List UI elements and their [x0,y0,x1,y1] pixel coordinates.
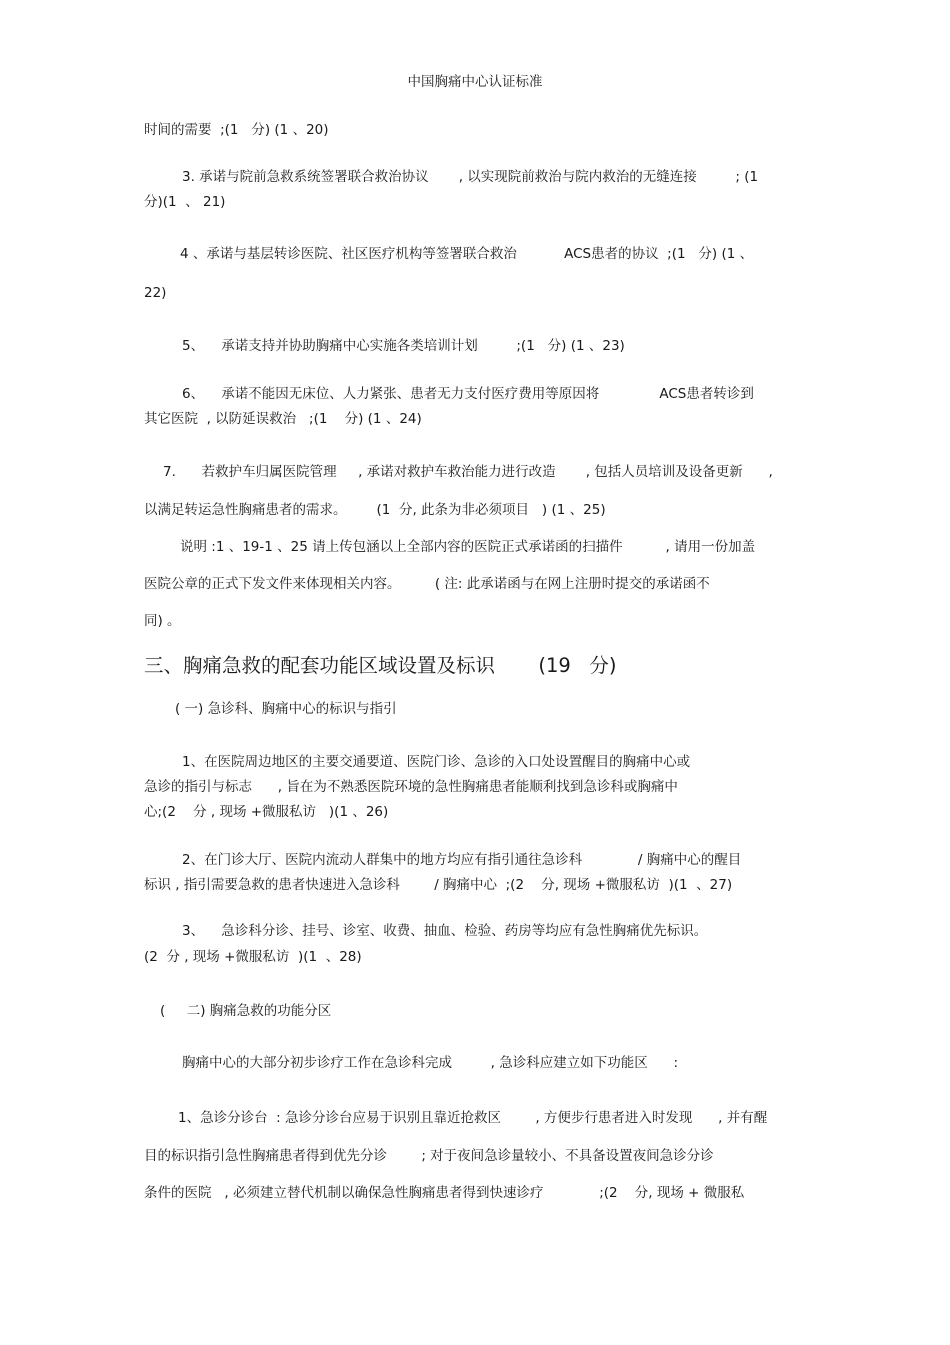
note-line: 说明 :1 、19-1 、25 请上传包涵以上全部内容的医院正式承诺函的扫描件 , 请用一份加盖 [180,539,756,555]
paragraph-line: 其它医院 , 以防延误救治 ;(1 分) (1 、24) [144,411,422,427]
paragraph-line: 目的标识指引急性胸痛患者得到优先分诊 ; 对于夜间急诊量较小、不具备设置夜间急诊分诊 [144,1148,714,1164]
paragraph-line: 急诊的指引与标志 , 旨在为不熟悉医院环境的急性胸痛患者能顺利找到急诊科或胸痛中 [144,779,678,795]
paragraph-line: 分)(1 、 21) [144,194,226,210]
note-line: 同) 。 [144,613,181,629]
note-line: 医院公章的正式下发文件来体现相关内容。 ( 注: 此承诺函与在网上注册时提交的承诺函不 [144,576,710,592]
paragraph-line: 1、在医院周边地区的主要交通要道、医院门诊、急诊的入口处设置醒目的胸痛中心或 [182,754,691,770]
subsection-heading: ( 二) 胸痛急救的功能分区 [160,1003,332,1019]
paragraph-line: 时间的需要 ;(1 分) (1 、20) [144,122,329,138]
section-heading: 三、胸痛急救的配套功能区域设置及标识 (19 分) [144,654,617,677]
paragraph-line: 6、 承诺不能因无床位、人力紧张、患者无力支付医疗费用等原因将 ACS患者转诊到 [182,386,754,402]
paragraph-line: 1、急诊分诊台 : 急诊分诊台应易于识别且靠近抢救区 , 方便步行患者进入时发现 , 并有醒 [178,1110,768,1126]
paragraph-line: 胸痛中心的大部分初步诊疗工作在急诊科完成 , 急诊科应建立如下功能区 : [182,1055,678,1071]
paragraph-line: 7. 若救护车归属医院管理 , 承诺对救护车救治能力进行改造 , 包括人员培训及设备更新 , [163,464,773,480]
paragraph-line: (2 分 , 现场 +微服私访 )(1 、28) [144,949,362,965]
paragraph-line: 4 、承诺与基层转诊医院、社区医疗机构等签署联合救治 ACS患者的协议 ;(1 分) (1 、 [180,246,754,262]
subsection-heading: ( 一) 急诊科、胸痛中心的标识与指引 [175,701,397,717]
paragraph-line: 3. 承诺与院前急救系统签署联合救治协议 , 以实现院前救治与院内救治的无缝连接 ; (1 [182,169,759,185]
paragraph-line: 5、 承诺支持并协助胸痛中心实施各类培训计划 ;(1 分) (1 、23) [182,338,625,354]
paragraph-line: 22) [144,285,167,301]
paragraph-line: 2、在门诊大厅、医院内流动人群集中的地方均应有指引通往急诊科 / 胸痛中心的醒目 [182,852,742,868]
paragraph-line: 以满足转运急性胸痛患者的需求。 (1 分, 此条为非必须项目 ) (1 、25) [144,502,606,518]
paragraph-line: 标识 , 指引需要急救的患者快速进入急诊科 / 胸痛中心 ;(2 分, 现场 +微服私访 )(1 、27) [144,877,733,893]
paragraph-line: 3、 急诊科分诊、挂号、诊室、收费、抽血、检验、药房等均应有急性胸痛优先标识。 [182,923,708,939]
paragraph-line: 条件的医院 , 必须建立替代机制以确保急性胸痛患者得到快速诊疗 ;(2 分, 现场 + 微服私 [144,1185,745,1201]
paragraph-line: 心;(2 分 , 现场 +微服私访 )(1 、26) [144,804,389,820]
page-title: 中国胸痛中心认证标准 [407,74,543,90]
